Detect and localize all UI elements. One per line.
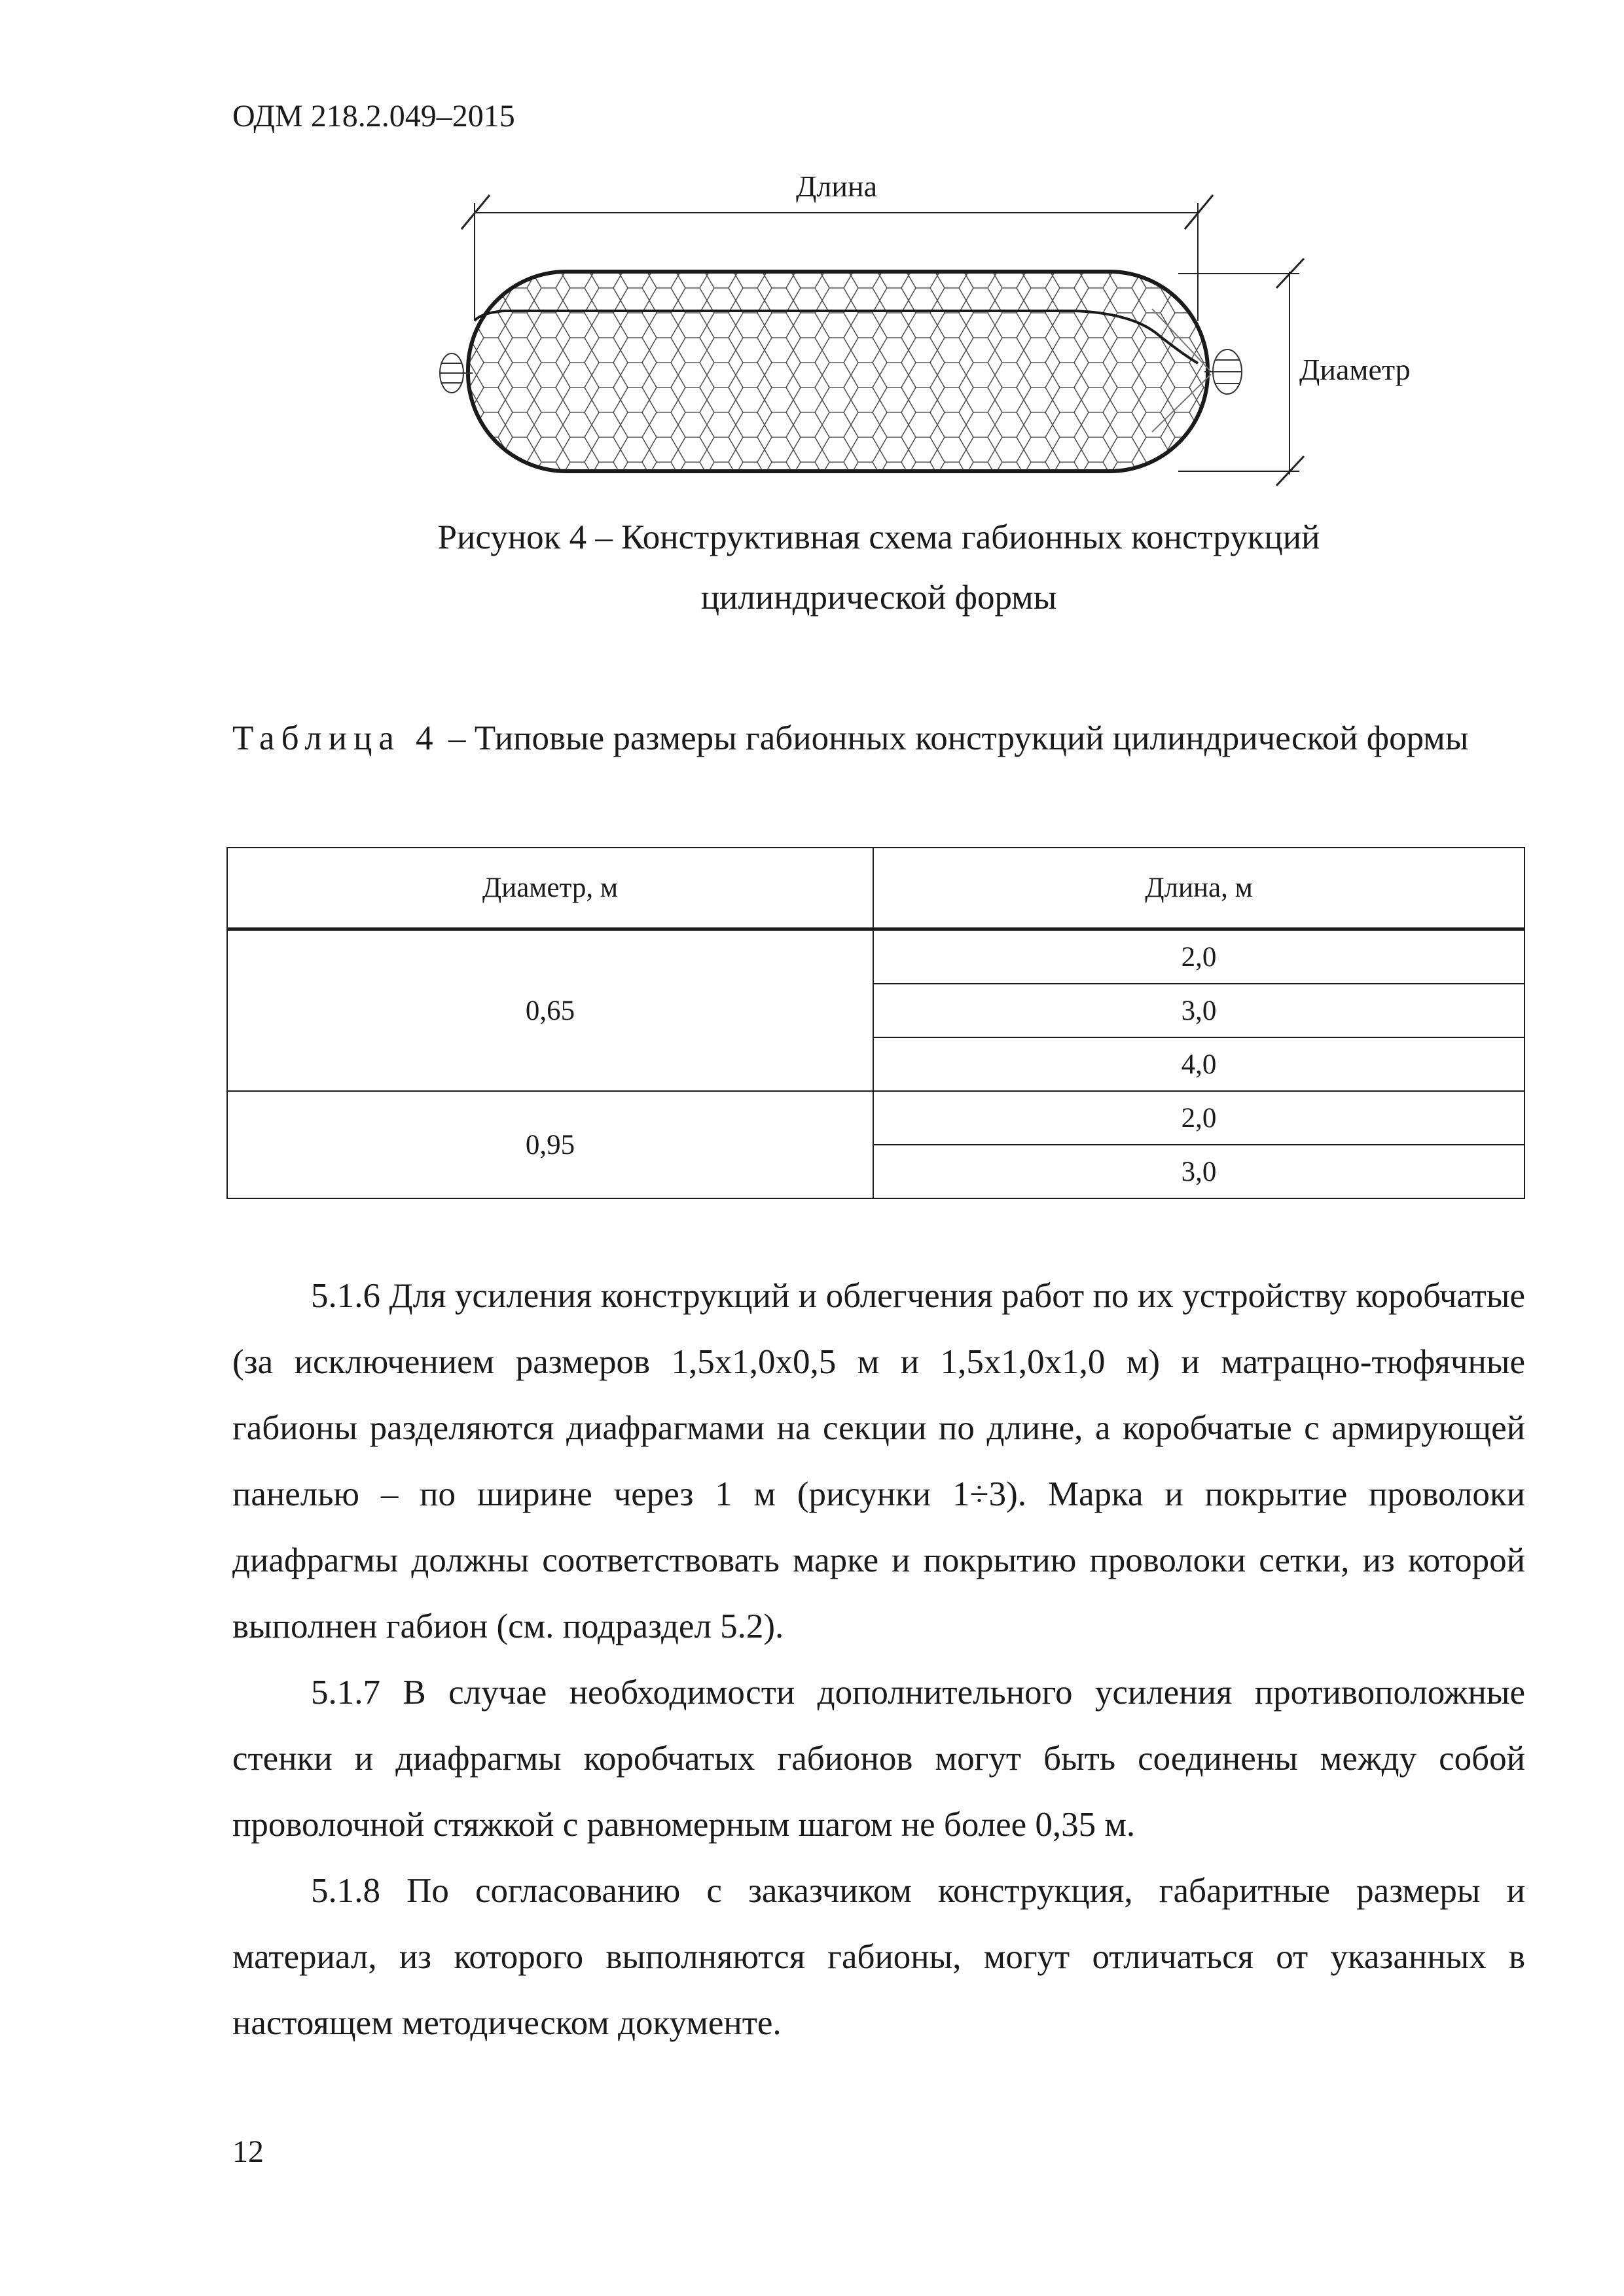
- column-header-diameter: Диаметр, м: [227, 848, 873, 929]
- figure-caption-line2: цилиндрической формы: [700, 579, 1057, 617]
- body-text: [232, 1263, 1525, 2056]
- figure-caption: [232, 507, 1525, 628]
- diameter-cell: 0,95: [227, 1091, 873, 1198]
- diameter-label: Диаметр: [1299, 353, 1411, 386]
- length-cell: 2,0: [873, 929, 1525, 984]
- gabion-cylinder-figure: [419, 164, 1427, 504]
- table-title: [232, 707, 1525, 770]
- table-title-prefix: Таблица 4: [232, 719, 440, 757]
- length-cell: 3,0: [873, 1145, 1525, 1198]
- diameter-cell: 0,65: [227, 929, 873, 1092]
- gabion-body: [468, 272, 1211, 471]
- paragraph-5-1-8: 5.1.8 По согласованию с заказчиком конструкция, габаритные размеры и материал, из которого выполняются габионы, могут отличаться от указанных в настоящем методическом документе.: [232, 1872, 1525, 2042]
- document-code: ОДМ 218.2.049–2015: [232, 99, 515, 134]
- length-cell: 2,0: [873, 1091, 1525, 1145]
- paragraph-5-1-7: 5.1.7 В случае необходимости дополнительного усиления противоположные стенки и диафрагмы коробчатых габионов могут быть соединены между собой проволочной стяжкой с равномерным шагом не более 0,35 м.: [232, 1674, 1525, 1844]
- column-header-length: Длина, м: [873, 848, 1525, 929]
- length-label: Длина: [796, 170, 877, 203]
- table-row: [227, 929, 1525, 984]
- table-title-rest: – Типовые размеры габионных конструкций цилиндрической формы: [439, 719, 1469, 757]
- table-header-row: [227, 848, 1525, 929]
- length-cell: 4,0: [873, 1037, 1525, 1091]
- length-cell: 3,0: [873, 984, 1525, 1037]
- table-row: [227, 1091, 1525, 1145]
- page-number: 12: [232, 2134, 264, 2169]
- paragraph-5-1-6: 5.1.6 Для усиления конструкций и облегчения работ по их устройству коробчатые (за исключением размеров 1,5х1,0х0,5 м и 1,5х1,0х1,0 м) и матрацно-тюфячные габионы разделяются диафрагмами на секции по длине, а коробчатые с армирующей панелью – по ширине через 1 м (рисунки 1÷3). Марка и покрытие проволоки диафрагмы должны соответствовать марке и покрытию проволоки сетки, из которой выполнен габион (см. подраздел 5.2).: [232, 1277, 1525, 1645]
- gabion-sizes-table: [226, 847, 1525, 1199]
- right-tie-knot: [1204, 350, 1242, 394]
- figure-caption-line1: Рисунок 4 – Конструктивная схема габионных конструкций: [437, 518, 1320, 556]
